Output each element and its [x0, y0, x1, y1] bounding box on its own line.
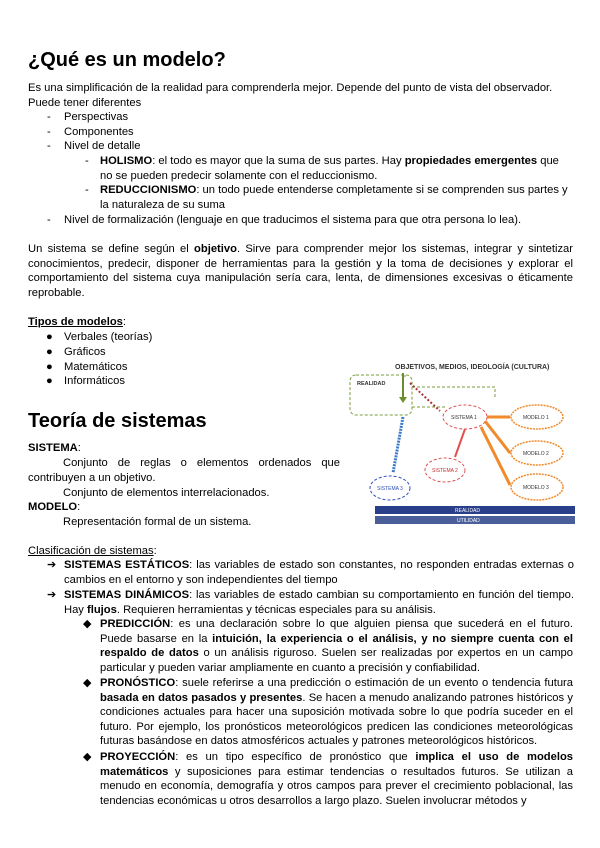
modelo-2: [511, 441, 563, 465]
blue-arrow: [393, 417, 403, 473]
svg-text:UTILIDAD: UTILIDAD: [457, 518, 480, 524]
reduccionismo-item: REDUCCIONISMO: un todo puede entenderse completamente si se comprenden sus partes y la naturaleza de su suma: [100, 184, 568, 211]
systems-diagram: [345, 355, 577, 527]
arrow-bullet-icon: ➔: [47, 559, 57, 571]
modelo-1: [511, 405, 563, 429]
sistema-label: SISTEMA:: [28, 442, 81, 454]
svg-text:SISTEMA 3: SISTEMA 3: [377, 486, 403, 492]
estaticos-item: SISTEMAS ESTÁTICOS: las variables de estado son constantes, no responden entradas externas o cambios en el entorno y son independientes del tiempo: [64, 559, 574, 586]
list-item: Perspectivas: [64, 111, 129, 123]
dinamicos-item: SISTEMAS DINÁMICOS: las variables de estado cambian su comportamiento en función del tiempo. Hay flujos. Requieren herramientas y técnicas especiales para su análisis.: [64, 589, 574, 616]
list-item: Informáticos: [64, 375, 125, 387]
modelo-label: MODELO:: [28, 501, 81, 513]
list-item: Gráficos: [64, 346, 106, 358]
intro-paragraph: Es una simplificación de la realidad para comprenderla mejor. Depende del punto de vista del observador. Puede tener diferentes: [28, 82, 553, 109]
arrow-bullet-icon: ➔: [47, 589, 57, 601]
list-item: Verbales (teorías): [64, 331, 153, 343]
list-item: Componentes: [64, 126, 134, 138]
objetivo-paragraph: Un sistema se define según el objetivo. Sirve para comprender mejor los sistemas, integrar y sintetizar conocimientos, predecir, disponer de herramientas para la gestión y la toma de decisiones y explorar el comportamiento del sistema cuya manipulación sería cara, lenta, de dimensiones excesivas o éticamente reprobable.: [28, 243, 573, 299]
sistema-def1: Conjunto de reglas o elementos ordenados que contribuyen a un objetivo.: [28, 457, 340, 484]
svg-text:REALIDAD: REALIDAD: [455, 508, 481, 514]
page-title: ¿Qué es un modelo?: [28, 49, 226, 71]
modelo-3: [511, 474, 563, 500]
clasificacion-heading: Clasificación de sistemas:: [28, 545, 157, 557]
diamond-bullet-icon: ◆: [83, 677, 92, 689]
proyeccion-item: PROYECCIÓN: es un tipo específico de pronóstico que implica el uso de modelos matemáticos y suposiciones para estimar tendencias o resultados futuros. Se utilizan a menudo en economía, demografía y otros campos para prever el crecimiento poblacional, las tendencias económicas u otros desarrollos a largo plazo. Suelen involucrar métodos y: [100, 751, 573, 807]
realidad-label: REALIDAD: [357, 381, 386, 387]
diagram-top-label: OBJETIVOS, MEDIOS, IDEOLOGÍA (CULTURA): [395, 364, 550, 371]
list-item: Matemáticos: [64, 361, 128, 373]
holismo-item: HOLISMO: el todo es mayor que la suma de sus partes. Hay propiedades emergentes que no se pueden predecir solamente con el reduccionismo.: [100, 155, 559, 182]
pronostico-item: PRONÓSTICO: suele referirse a una predicción o estimación de un evento o tendencia futura basada en datos pasados y presentes. Se hacen a menudo analizando patrones históricos y condiciones actuales para hacer una suposición motivada sobre lo que podría suceder en el futuro. Por ejemplo, los pronósticos meteorológicos predicen las condiciones meteorológicas futuras basándose en datos atmosféricos actuales y patrones meteorológicos históricos.: [100, 677, 573, 748]
svg-text:MODELO 2: MODELO 2: [523, 451, 549, 457]
diamond-bullet-icon: ◆: [83, 751, 92, 763]
tipos-heading: Tipos de modelos:: [28, 316, 127, 328]
svg-text:MODELO 1: MODELO 1: [523, 415, 549, 421]
svg-text:SISTEMA 2: SISTEMA 2: [432, 468, 458, 474]
list-item: Nivel de formalización (lenguaje en que traducimos el sistema para que otra persona lo lea).: [64, 214, 522, 226]
svg-text:SISTEMA 1: SISTEMA 1: [451, 415, 477, 421]
diamond-bullet-icon: ◆: [83, 618, 92, 630]
list-item: Nivel de detalle: [64, 140, 141, 152]
modelo-def: Representación formal de un sistema.: [63, 516, 252, 528]
svg-text:MODELO 3: MODELO 3: [523, 485, 549, 491]
prediccion-item: PREDICCIÓN: es una declaración sobre lo que alguien piensa que sucederá en el futuro. Puede basarse en la intuición, la experiencia o el análisis, y no siempre cuenta con el respaldo de datos o un análisis riguroso. Suelen ser realizadas por expertos en un campo particular y pueden variar ampliamente en cuanto a precisión y confiabilidad.: [100, 618, 574, 674]
sistema-def2: Conjunto de elementos interrelacionados.: [63, 487, 270, 499]
section-title: Teoría de sistemas: [28, 410, 207, 432]
